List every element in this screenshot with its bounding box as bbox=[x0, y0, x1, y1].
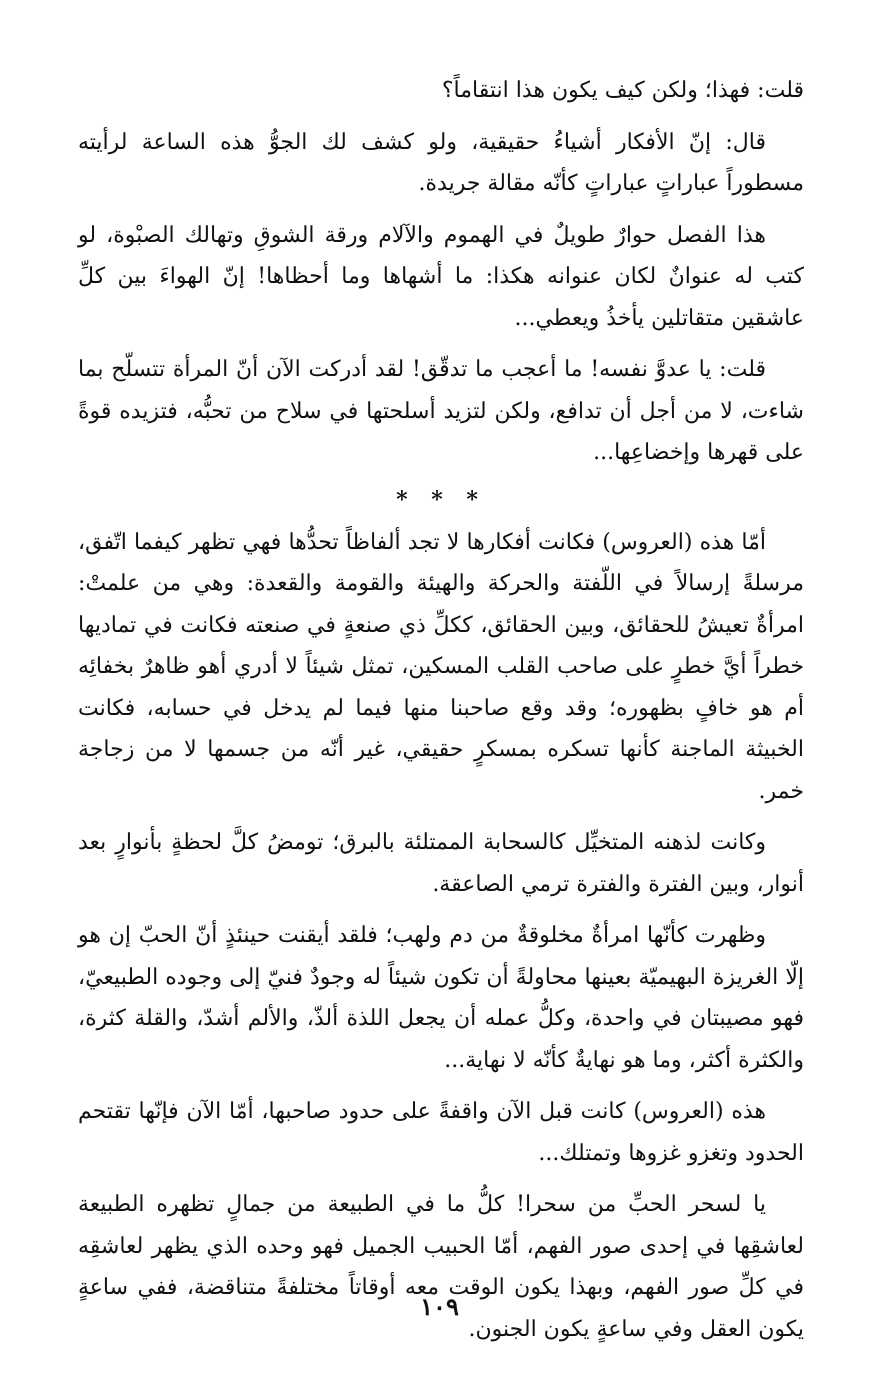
paragraph-5: أمّا هذه (العروس) فكانت أفكارها لا تجد ألفاظاً تحدُّها فهي تظهر كيفما اتّفق، مرسلةً إرسالاً في اللّفتة والحركة والهيئة والقومة والقعدة: وهي من علمتْ: امرأةٌ تعيشُ للحقائق، وبين الحقائق، ككلِّ ذي صنعةٍ في صنعته فكانت في تماديها خطراً أيَّ خطرٍ على صاحب القلب المسكين، تمثل شيئاً لا أدري أهو ظاهرٌ بخفائِه أم هو خافٍ بظهوره؛ وقد وقع صاحبنا منها فيما لم يدخل في حسابه، فكانت الخبيثة الماجنة كأنها تسكره بمسكرٍ حقيقي، غير أنّه من جسمها لا من زجاجة خمر. bbox=[78, 529, 804, 804]
section-separator: * * * bbox=[396, 486, 486, 513]
paragraph-2: قال: إنّ الأفكار أشياءُ حقيقية، ولو كشف لك الجوُّ هذه الساعة لرأيته مسطوراً عباراتٍ عباراتٍ كأنّه مقالة جريدة. bbox=[78, 129, 804, 196]
paragraph-8: هذه (العروس) كانت قبل الآن واقفةً على حدود صاحبها، أمّا الآن فإنّها تقتحم الحدود وتغزو غزوها وتمتلك... bbox=[78, 1099, 804, 1166]
paragraph-7: وظهرت كأنّها امرأةٌ مخلوقةٌ من دم ولهب؛ فلقد أيقنت حينئذٍ أنّ الحبّ إن هو إلّا الغريزة البهيميّة بعينها محاولةً أن تكون شيئاً له وجودٌ فنيّ إلى وجوده الطبيعيّ، فهو مصيبتان في واحدة، وكلُّ عمله أن يجعل اللذة ألذّ، والألم أشدّ، والقلة كثرة، والكثرة أكثر، وما هو نهايةٌ كأنّه لا نهاية... bbox=[78, 923, 805, 1073]
paragraph-6: وكانت لذهنه المتخيِّل كالسحابة الممتلئة بالبرق؛ تومضُ كلَّ لحظةٍ بأنوارٍ بعد أنوار، وبين الفترة والفترة ترمي الصاعقة. bbox=[78, 830, 804, 897]
paragraph-4: قلت: يا عدوَّ نفسه! ما أعجب ما تدقّق! لقد أدركت الآن أنّ المرأة تتسلّح بما شاءت، لا من أجل أن تدافع، ولكن لتزيد أسلحتها في سلاح من تحبُّه، فتزيده قوةً على قهرها وإخضاعِها... bbox=[78, 357, 804, 465]
paragraph-1: قلت: فهذا؛ ولكن كيف يكون هذا انتقاماً؟ bbox=[441, 78, 804, 103]
page-number: ١٠٩ bbox=[420, 1292, 459, 1321]
paragraph-9: يا لسحر الحبِّ من سحرا! كلُّ ما في الطبيعة من جمالٍ تظهره الطبيعة لعاشقِها في إحدى صور الفهم، أمّا الحبيب الجميل فهو وحده الذي يظهر لعاشقِه في كلِّ صور الفهم، وبهذا يكون الوقت معه أوقاتاً مختلفةً متناقضة، ففي ساعةٍ يكون العقل وفي ساعةٍ يكون الجنون. bbox=[78, 1192, 804, 1342]
book-page bbox=[78, 70, 804, 1360]
paragraph-3: هذا الفصل حوارٌ طويلٌ في الهموم والآلام ورقة الشوقِ وتهالك الصبْوة، لو كتب له عنوانٌ لكان عنوانه هكذا: ما أشهاها وما أحظاها! إنّ الهواءَ بين كلِّ عاشقين متقاتلين يأخذُ ويعطي... bbox=[78, 222, 804, 331]
